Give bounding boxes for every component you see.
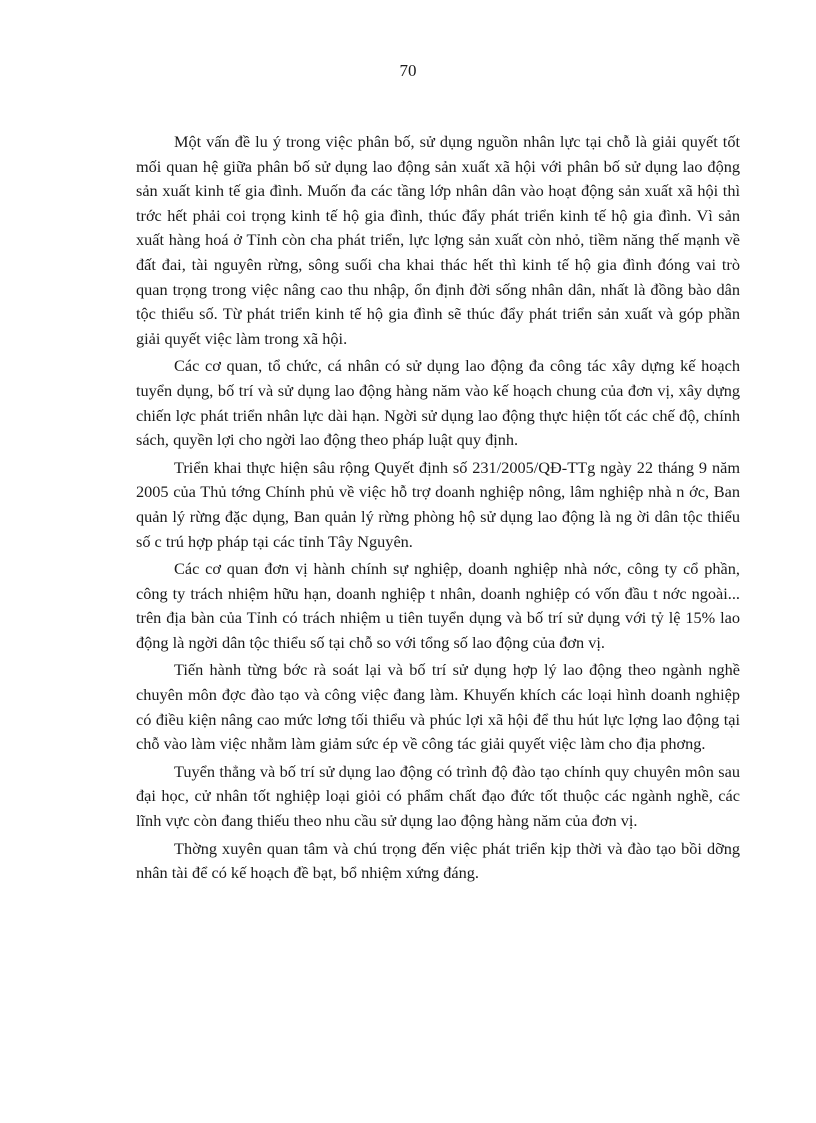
paragraph-6: Tuyển thẳng và bố trí sử dụng lao động có trình độ đào tạo chính quy chuyên môn sau đại học, cử nhân tốt nghiệp loại giỏi có phẩm chất đạo đức tốt thuộc các ngành nghề, các lĩnh vực còn đang thiếu theo nhu cầu sử dụng lao động hàng năm của đơn vị. — [136, 761, 740, 831]
paragraph-1: Một vấn đề lu ý trong việc phân bố, sử dụng nguồn nhân lực tại chỗ là giải quyết tốt mối quan hệ giữa phân bố sử dụng lao động sản xuất xã hội với phân bố sử dụng lao động sản xuất kinh tế gia đình. Muốn đa các tầng lớp nhân dân vào hoạt động sản xuất xã hội thì trớc hết phải coi trọng kinh tế hộ gia đình, thúc đẩy phát triển kinh tế hộ gia đình. Vì sản xuất hàng hoá ở Tỉnh còn cha phát triển, lực lợng sản xuất còn nhỏ, tiềm năng thế mạnh về đất đai, tài nguyên rừng, sông suối cha khai thác hết thì kinh tế hộ gia đình đóng vai trò quan trọng trong việc nâng cao thu nhập, ổn định đời sống nhân dân, nhất là đồng bào dân tộc thiểu số. Từ phát triển kinh tế hộ gia đình sẽ thúc đẩy phát triển sản xuất và góp phần giải quyết việc làm trong xã hội. — [136, 132, 740, 348]
paragraph-4: Các cơ quan đơn vị hành chính sự nghiệp, doanh nghiệp nhà nớc, công ty cổ phần, công ty trách nhiệm hữu hạn, doanh nghiệp t nhân, doanh nghiệp có vốn đầu t nớc ngoài... trên địa bàn của Tỉnh có trách nhiệm u tiên tuyển dụng và bố trí sử dụng với tỷ lệ 15% lao động là ngời dân tộc thiểu số tại chỗ so với tổng số lao động của đơn vị. — [136, 559, 740, 652]
paragraph-3: Triển khai thực hiện sâu rộng Quyết định số 231/2005/QĐ-TTg ngày 22 tháng 9 năm 2005 của Thủ tớng Chính phủ về việc hỗ trợ doanh nghiệp nông, lâm nghiệp nhà n ớc, Ban quản lý rừng đặc dụng, Ban quản lý rừng phòng hộ sử dụng lao động là ng ời dân tộc thiểu số c trú hợp pháp tại các tỉnh Tây Nguyên. — [136, 457, 740, 551]
body-text — [136, 130, 740, 889]
paragraph-5: Tiến hành từng bớc rà soát lại và bố trí sử dụng hợp lý lao động theo ngành nghề chuyên môn đợc đào tạo và công việc đang làm. Khuyến khích các loại hình doanh nghiệp có điều kiện nâng cao mức lơng tối thiểu và phúc lợi xã hội để thu hút lực lợng lao động tại chỗ vào làm việc nhằm làm giảm sức ép về công tác giải quyết việc làm cho địa phơng. — [136, 660, 740, 754]
page-number: 70 — [399, 61, 417, 80]
paragraph-7: Thờng xuyên quan tâm và chú trọng đến việc phát triển kịp thời và đào tạo bồi dỡng nhân tài để có kế hoạch đề bạt, bổ nhiệm xứng đáng. — [136, 838, 740, 883]
paragraph-2: Các cơ quan, tổ chức, cá nhân có sử dụng lao động đa công tác xây dựng kế hoạch tuyển dụng, bố trí và sử dụng lao động hàng năm vào kế hoạch chung của đơn vị, xây dựng chiến lợc phát triển nhân lực dài hạn. Ngời sử dụng lao động thực hiện tốt các chế độ, chính sách, quyền lợi cho ngời lao động theo pháp luật quy định. — [136, 356, 740, 450]
